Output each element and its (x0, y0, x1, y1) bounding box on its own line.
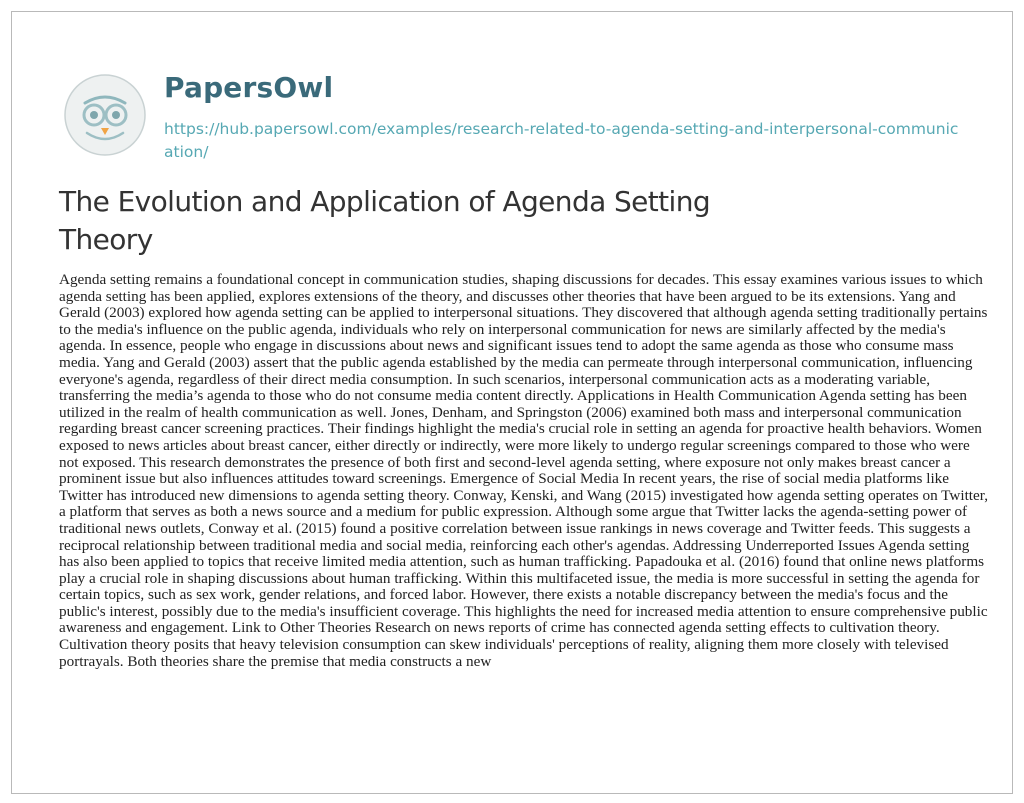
source-url-link[interactable]: https://hub.papersowl.com/examples/research-related-to-agenda-setting-and-interpersonal-communication/ (164, 120, 959, 161)
owl-logo-icon (63, 73, 147, 157)
document-body: Agenda setting remains a foundational concept in communication studies, shaping discussions for decades. This essay examines various issues to which agenda setting has been applied, explores extensions of the theory, and discusses other theories that have been argued to be its extensions. Yang and Gerald (2003) explored how agenda setting can be applied to interpersonal situations. They discovered that although agenda setting traditionally pertains to the media's influence on the public agenda, individuals who rely on interpersonal communication for news are similarly affected by the media's agenda. In essence, people who engage in discussions about news and significant issues tend to adopt the same agenda as those who consume mass media. Yang and Gerald (2003) assert that the public agenda established by the media can permeate through interpersonal communication, influencing everyone's agenda, regardless of their direct media consumption. In such scenarios, interpersonal communication acts as a moderating variable, transferring the media’s agenda to those who do not consume media content directly. Applications in Health Communication Agenda setting has been utilized in the realm of health communication as well. Jones, Denham, and Springston (2006) examined both mass and interpersonal communication regarding breast cancer screening practices. Their findings highlight the media's crucial role in setting an agenda for proactive health behaviors. Women exposed to news articles about breast cancer, either directly or indirectly, were more likely to undergo regular screenings compared to those who were not exposed. This research demonstrates the presence of both first and second-level agenda setting, where exposure not only makes breast cancer a prominent issue but also influences attitudes toward screenings. Emergence of Social Media In recent years, the rise of social media platforms like Twitter has introduced new dimensions to agenda setting theory. Conway, Kenski, and Wang (2015) investigated how agenda setting operates on Twitter, a platform that serves as both a news source and a medium for public expression. Although some argue that Twitter lacks the agenda-setting power of traditional news outlets, Conway et al. (2015) found a positive correlation between issue rankings in news coverage and Twitter feeds. This suggests a reciprocal relationship between traditional media and social media, reinforcing each other's agendas. Addressing Underreported Issues Agenda setting has also been applied to topics that receive limited media attention, such as human trafficking. Papadouka et al. (2016) found that online news platforms play a crucial role in shaping discussions about human trafficking. Within this multifaceted issue, the media is more successful in setting the agenda for certain topics, such as sex work, gender relations, and forced labor. However, there exists a notable discrepancy between the media's focus and the public's interest, possibly due to the media's insufficient coverage. This highlights the need for increased media attention to ensure comprehensive public awareness and engagement. Link to Other Theories Research on news reports of crime has connected agenda setting effects to cultivation theory. Cultivation theory posits that heavy television consumption can skew individuals' perceptions of reality, aligning them more closely with televised portrayals. Both theories share the premise that media constructs a new (59, 271, 989, 670)
document-title: The Evolution and Application of Agenda Setting Theory (59, 185, 711, 256)
brand-name: PapersOwl (164, 71, 334, 104)
document-page (11, 11, 1013, 794)
